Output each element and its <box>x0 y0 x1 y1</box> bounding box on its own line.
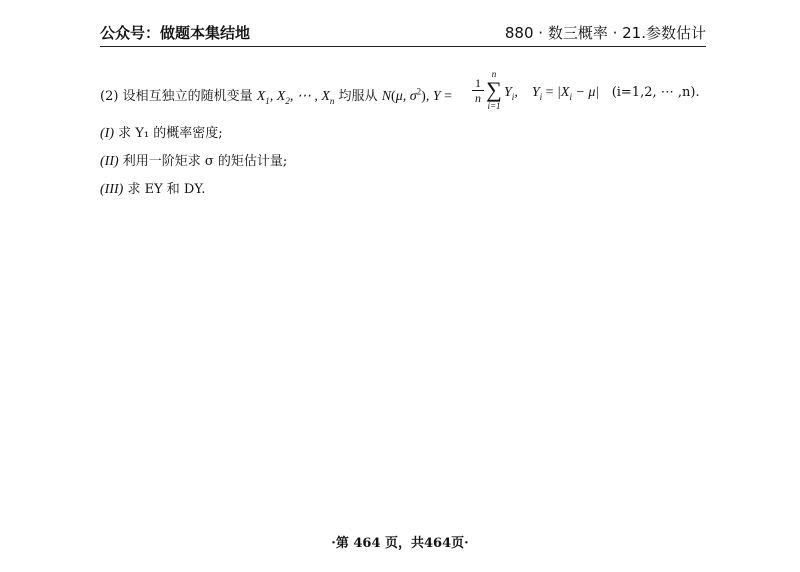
problem-content <box>100 69 720 197</box>
normal-dist: N(μ, $\sigma^2$), Y = <box>381 86 453 104</box>
distribution-text: 均服从 <box>338 89 378 104</box>
page-header <box>100 20 706 47</box>
page-footer: ·第 464 页，共464页· <box>331 536 469 551</box>
index-range: (i=1,2, ⋯ ,n). <box>611 85 700 100</box>
sub-question-3: (III) 求 EY 和 DY. <box>100 182 206 197</box>
sub-question-2: (II) 利用一阶矩求 σ 的矩估计量; <box>100 154 288 169</box>
problem-intro: 设相互独立的随机变量 <box>122 89 253 104</box>
header-source: 公众号：做题本集结地 <box>100 24 251 42</box>
sub-question-1: (I) 求 Y₁ 的概率密度; <box>100 126 223 141</box>
fraction-one-over-n: $\frac{1}{n}$ <box>472 76 484 106</box>
problem-number: (2) <box>100 89 119 104</box>
yi-def: $Y_i$, $Y_i = |X_i - \mu|$ <box>504 85 600 102</box>
var-list: $X_1$, $X_2$, ⋯ , $X_n$ <box>256 89 335 106</box>
problem-statement <box>100 70 720 120</box>
summation-symbol: n ∑ i=1 <box>486 69 502 111</box>
header-section: 880 · 数三概率 · 21.参数估计 <box>504 24 706 42</box>
